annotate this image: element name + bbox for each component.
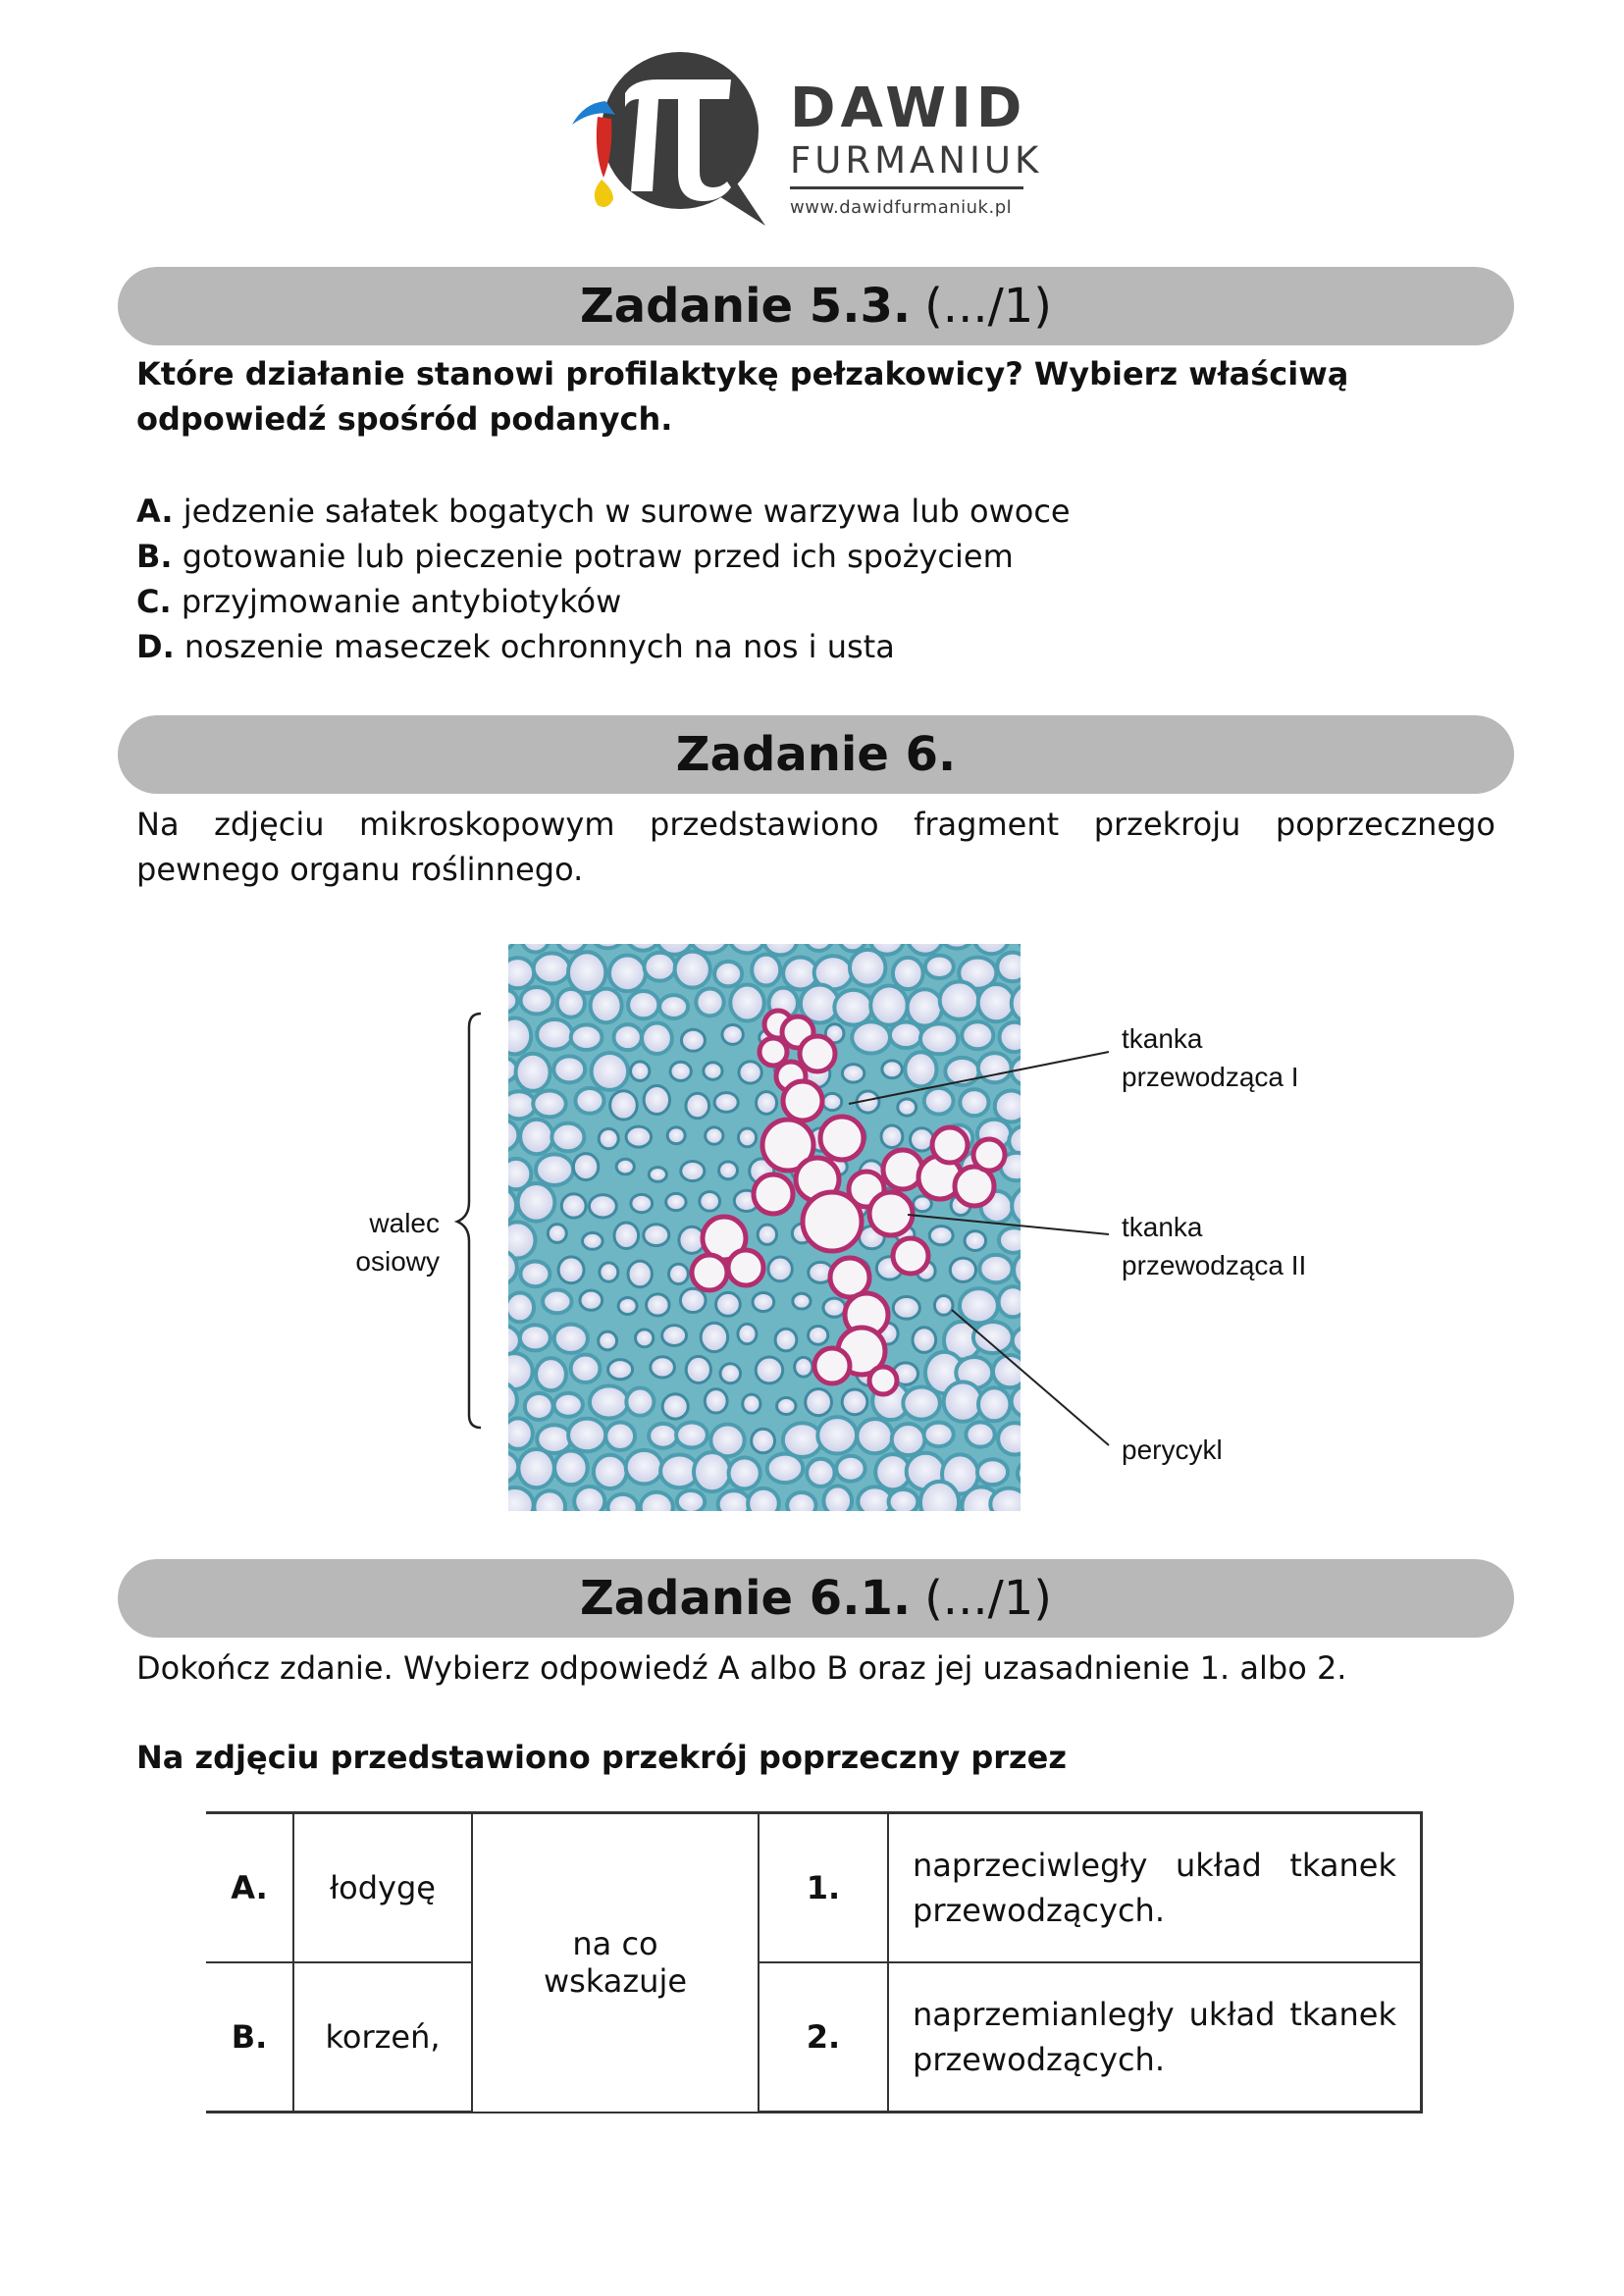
plant-cell (978, 984, 1015, 1021)
plant-cell (999, 1227, 1029, 1253)
plant-cell (694, 1452, 730, 1491)
plant-cell (882, 1061, 902, 1078)
plant-cell (681, 1161, 705, 1180)
plant-cell (520, 1262, 550, 1287)
plant-cell (1031, 1289, 1061, 1316)
plant-cell (1035, 1357, 1067, 1383)
plant-cell (590, 1385, 628, 1418)
plant-cell (680, 1288, 706, 1312)
plant-cell (1032, 1159, 1069, 1190)
micrograph-figure (334, 937, 1354, 1526)
plant-cell (743, 1394, 760, 1413)
plant-cell (668, 1264, 688, 1283)
plant-cell (787, 1492, 815, 1519)
table-row (206, 1962, 1422, 2113)
plant-cell (973, 1322, 1013, 1353)
plant-cell (978, 1053, 1012, 1082)
option-d: D. noszenie maseczek ochronnych na nos i usta (136, 628, 895, 665)
plant-cell (649, 1168, 666, 1182)
plant-cell (614, 1223, 639, 1249)
xylem-vessel (869, 1367, 897, 1394)
xylem-vessel (893, 1238, 928, 1274)
answer-letter-b: B. (206, 1962, 293, 2113)
plant-cell (696, 989, 723, 1017)
plant-cell (503, 1418, 533, 1448)
plant-cell (1018, 1460, 1046, 1486)
plant-cell (489, 1058, 517, 1082)
plant-cell (520, 1325, 550, 1350)
task-6-1-points: (.../1) (924, 1571, 1053, 1626)
reason-number-1: 1. (759, 1813, 888, 1963)
plant-cell (1014, 1252, 1047, 1287)
plant-cell (823, 1298, 845, 1317)
plant-cell (714, 1093, 738, 1113)
reason-text-2: naprzemianległy układ tkanek przewodzących. (888, 1962, 1422, 2113)
plant-cell (676, 1423, 707, 1448)
plant-cell (616, 1159, 634, 1174)
plant-cell (554, 1325, 588, 1353)
plant-cell (756, 1357, 783, 1383)
plant-cell (977, 1459, 1008, 1485)
plant-cell (929, 1226, 953, 1245)
plant-cell (600, 1263, 618, 1281)
plant-cell (907, 937, 943, 955)
plant-cell (574, 1487, 604, 1516)
task-6-1-stem: Na zdjęciu przedstawiono przekrój poprzeczny przez (136, 1739, 1067, 1776)
plant-cell (502, 1091, 536, 1119)
plant-cell (594, 1455, 627, 1488)
plant-cell (806, 1389, 832, 1416)
plant-cell (499, 1222, 536, 1258)
plant-cell (905, 1052, 936, 1086)
plant-cell (890, 1022, 922, 1048)
plant-cell (556, 937, 587, 953)
plant-cell (599, 1128, 618, 1148)
plant-cell (534, 1490, 565, 1523)
plant-cell (823, 1486, 852, 1516)
task-6-1-instruction: Dokończ zdanie. Wybierz odpowiedź A albo B oraz jej uzasadnienie 1. albo 2. (136, 1649, 1347, 1687)
plant-cell (1027, 1491, 1063, 1521)
plant-cell (748, 1488, 779, 1519)
plant-cell (610, 1091, 638, 1120)
plant-cell (965, 1231, 986, 1251)
label-stele: walec osiowy (355, 1208, 440, 1277)
plant-cell (628, 991, 658, 1018)
plant-cell (681, 1029, 705, 1051)
plant-cell (999, 1286, 1027, 1317)
plant-cell (533, 1090, 566, 1117)
plant-cell (568, 1419, 605, 1452)
brand-website: www.dawidfurmaniuk.pl (790, 197, 1013, 218)
plant-cell (662, 1326, 687, 1346)
plant-cell (644, 1225, 669, 1246)
plant-cell (521, 987, 553, 1014)
plant-cell (642, 1023, 672, 1054)
plant-cell (651, 1357, 675, 1378)
plant-cell (842, 1065, 864, 1083)
plant-cell (924, 1088, 954, 1115)
plant-cell (701, 1323, 728, 1351)
plant-cell (605, 1422, 635, 1449)
plant-cell (757, 1092, 777, 1115)
xylem-vessel (932, 1127, 968, 1163)
plant-cell (618, 1298, 637, 1315)
option-a: A. jedzenie sałatek bogatych w surowe warzywa lub owoce (136, 493, 1071, 530)
task-6-header (118, 715, 1514, 794)
plant-cell (718, 1490, 750, 1518)
xylem-vessel (814, 1348, 850, 1383)
plant-cell (973, 937, 1009, 954)
plant-cell (881, 1125, 903, 1148)
plant-cell (730, 985, 763, 1021)
plant-cell (553, 1056, 585, 1082)
plant-cell (631, 1062, 650, 1081)
plant-cell (729, 1457, 760, 1488)
xylem-vessel (803, 1192, 862, 1251)
plant-cell (753, 1292, 774, 1311)
plant-cell (609, 956, 646, 992)
connector-cell: na co wskazuje (472, 1813, 759, 2113)
plant-cell (518, 1449, 554, 1487)
plant-cell (557, 989, 585, 1018)
plant-cell (644, 1086, 669, 1115)
plant-cell (516, 1054, 550, 1091)
plant-cell (571, 1355, 601, 1383)
plant-cell (496, 1487, 533, 1523)
plant-cell (960, 1089, 988, 1116)
answer-table (206, 1811, 1423, 2113)
plant-cell (706, 1127, 723, 1144)
plant-cell (580, 1290, 602, 1310)
plant-cell (979, 1255, 1012, 1282)
plant-cell (628, 1261, 652, 1287)
plant-cell (857, 1419, 892, 1453)
answer-word-b: korzeń, (293, 1962, 472, 2113)
task-5-3-question: Które działanie stanowi profilaktykę pełzakowicy? Wybierz właściwą odpowiedź spośród podanych. (136, 355, 1349, 438)
answer-letter-a: A. (206, 1813, 293, 1963)
site-logo (564, 44, 1043, 231)
plant-cell (990, 1488, 1027, 1520)
plant-cell (641, 1492, 673, 1522)
plant-cell (999, 1022, 1029, 1052)
plant-cell (686, 1093, 709, 1118)
plant-cell (667, 1127, 685, 1144)
xylem-vessel (820, 1117, 864, 1160)
plant-cell (561, 1194, 586, 1218)
label-conducting-tissue-2: tkanka przewodząca II (1122, 1212, 1307, 1280)
plant-cell (966, 1422, 994, 1446)
plant-cell (582, 1232, 602, 1249)
plant-cell (739, 1062, 761, 1083)
plant-cell (1029, 956, 1060, 982)
plant-cell (589, 1195, 616, 1218)
plant-cell (920, 1482, 959, 1524)
plant-cell (908, 989, 943, 1025)
plant-cell (1013, 1327, 1048, 1356)
plant-cell (1026, 1415, 1063, 1454)
plant-cell (889, 1489, 918, 1514)
plant-cell (644, 953, 675, 981)
xylem-vessel (869, 1192, 913, 1235)
plant-cell (978, 1387, 1010, 1421)
plant-cell (795, 1357, 812, 1377)
option-c: C. przyjmowanie antybiotyków (136, 583, 622, 620)
plant-cell (483, 1251, 517, 1285)
plant-cell (613, 1024, 641, 1050)
plant-cell (1012, 984, 1050, 1022)
plant-cell (704, 1063, 722, 1080)
plant-cell (893, 1296, 919, 1319)
plant-cell (543, 1290, 571, 1314)
plant-cell (536, 1154, 573, 1185)
reason-text-1: naprzeciwległy układ tkanek przewodzących. (888, 1813, 1422, 1963)
plant-cell (537, 1019, 572, 1050)
plant-cell (892, 1424, 925, 1455)
plant-cell (496, 1353, 532, 1389)
task-6-intro: Na zdjęciu mikroskopowym przedstawiono fragment przekroju poprzecznego pewnego organu roślinnego. (136, 806, 1495, 888)
plant-cell (817, 1417, 857, 1453)
plant-cell (764, 937, 797, 955)
plant-cell (738, 1128, 756, 1147)
plant-cell (836, 1456, 864, 1482)
plant-cell (714, 962, 742, 986)
xylem-vessel (800, 1036, 835, 1071)
task-5-3-points: (.../1) (924, 279, 1053, 334)
plant-cell (488, 989, 517, 1013)
plant-cell (554, 1393, 583, 1417)
plant-cell (575, 1088, 603, 1114)
task-6-title: Zadanie 6. (675, 727, 957, 782)
plant-cell (636, 1330, 654, 1347)
plant-cell (804, 937, 833, 951)
stele-bracket (457, 1014, 481, 1428)
task-5-3-header (118, 267, 1514, 345)
plant-cell (720, 1364, 741, 1383)
plant-cell (608, 1360, 633, 1380)
task-5-3-title: Zadanie 5.3. (579, 279, 912, 334)
xylem-vessel (692, 1255, 727, 1290)
plant-cell (783, 1423, 822, 1457)
brand-divider (790, 186, 1023, 189)
plant-cell (852, 1021, 890, 1053)
table-row (206, 1813, 1422, 1963)
xylem-vessel (973, 1139, 1005, 1171)
plant-cell (767, 1454, 804, 1483)
xylem-vessel (754, 1174, 793, 1214)
plant-cell (768, 1257, 792, 1281)
plant-cell (998, 1423, 1031, 1454)
plant-cell (995, 1091, 1028, 1122)
plant-cell (700, 1192, 720, 1212)
plant-cell (659, 995, 688, 1018)
plant-cell (486, 937, 514, 950)
plant-cell (501, 958, 534, 988)
task-6-1-header (118, 1559, 1514, 1638)
plant-cell (1033, 1219, 1071, 1249)
label-conducting-tissue-1: tkanka przewodząca I (1122, 1023, 1299, 1092)
plant-cell (777, 1398, 796, 1415)
plant-cell (752, 955, 780, 986)
plant-cell (870, 986, 907, 1025)
plant-cell (551, 1123, 584, 1152)
plant-cell (498, 1018, 532, 1055)
plant-cell (647, 1294, 669, 1316)
plant-cell (934, 1295, 953, 1315)
plant-cell (482, 1120, 518, 1152)
plant-cell (483, 1383, 517, 1419)
plant-cell (1035, 1023, 1068, 1058)
plant-cell (893, 958, 923, 989)
answer-word-a: łodygę (293, 1813, 472, 1963)
plant-cell (649, 1424, 677, 1448)
micrograph-image (481, 937, 1070, 1526)
task-6-1-title: Zadanie 6.1. (579, 1571, 912, 1626)
plant-cell (677, 1490, 705, 1513)
plant-cell (631, 1194, 653, 1212)
option-b: B. gotowanie lub pieczenie potraw przed ich spożyciem (136, 538, 1014, 575)
plant-cell (520, 1120, 553, 1155)
plant-cell (809, 1326, 828, 1344)
plant-cell (898, 1099, 917, 1116)
xylem-vessel (728, 1250, 763, 1285)
plant-cell (686, 1356, 710, 1383)
brand-surname: FURMANIUK (790, 139, 1043, 182)
plant-cell (719, 1162, 738, 1179)
plant-cell (903, 1387, 940, 1420)
plant-cell (1035, 1089, 1067, 1122)
plant-cell (670, 1062, 691, 1080)
plant-cell (536, 1358, 566, 1390)
plant-cell (962, 1021, 993, 1049)
plant-cell (534, 953, 570, 983)
plant-cell (940, 981, 979, 1018)
plant-cell (924, 1423, 954, 1447)
xylem-vessel (783, 1081, 822, 1121)
plant-cell (1012, 1186, 1050, 1226)
plant-cell (1018, 937, 1050, 951)
plant-cell (944, 1382, 982, 1421)
plant-cell (752, 1429, 775, 1453)
plant-cell (822, 1093, 841, 1110)
plant-cell (705, 1389, 727, 1413)
plant-cell (729, 937, 764, 953)
plant-cell (662, 1394, 688, 1419)
plant-cell (940, 937, 972, 949)
plant-cell (716, 1292, 741, 1316)
plant-cell (913, 1328, 936, 1353)
plant-cell (722, 1025, 743, 1045)
plant-cell (568, 952, 605, 993)
plant-cell (920, 1023, 958, 1054)
plant-cell (807, 1459, 834, 1487)
plant-cell (775, 1329, 797, 1351)
plant-cell (607, 1494, 637, 1521)
xylem-vessel (883, 1150, 922, 1189)
plant-cell (573, 1154, 598, 1180)
plant-cell (591, 937, 624, 948)
plant-cell (558, 1257, 584, 1283)
brand-name: DAWID (790, 77, 1027, 140)
plant-cell (485, 1452, 518, 1483)
plant-cell (675, 952, 710, 988)
plant-cell (925, 956, 954, 978)
task-5-3-options (136, 489, 1495, 669)
label-pericycle: perycykl (1122, 1435, 1223, 1465)
plant-cell (506, 1293, 534, 1323)
plant-cell (666, 1193, 686, 1210)
plant-cell (548, 1225, 566, 1243)
plant-cell (571, 1024, 602, 1050)
plant-cell (738, 1324, 757, 1343)
plant-cell (554, 1450, 588, 1485)
plant-cell (518, 1183, 555, 1222)
plant-cell (842, 1389, 867, 1415)
pi-logo-icon (564, 44, 780, 231)
plant-cell (850, 950, 885, 986)
plant-cell (626, 1450, 662, 1484)
plant-cell (758, 1225, 776, 1244)
plant-cell (591, 989, 622, 1023)
plant-cell (834, 990, 872, 1025)
plant-cell (997, 953, 1027, 982)
plant-cell (626, 1126, 652, 1147)
plant-cell (950, 1258, 975, 1281)
plant-cell (960, 1288, 998, 1323)
plant-cell (793, 1293, 811, 1309)
plant-cell (592, 1053, 628, 1090)
plant-cell (599, 1331, 617, 1350)
plant-cell (521, 937, 550, 952)
plant-cell (482, 1188, 516, 1224)
reason-number-2: 2. (759, 1962, 888, 2113)
plant-cell (626, 1388, 654, 1416)
plant-cell (525, 1393, 553, 1420)
